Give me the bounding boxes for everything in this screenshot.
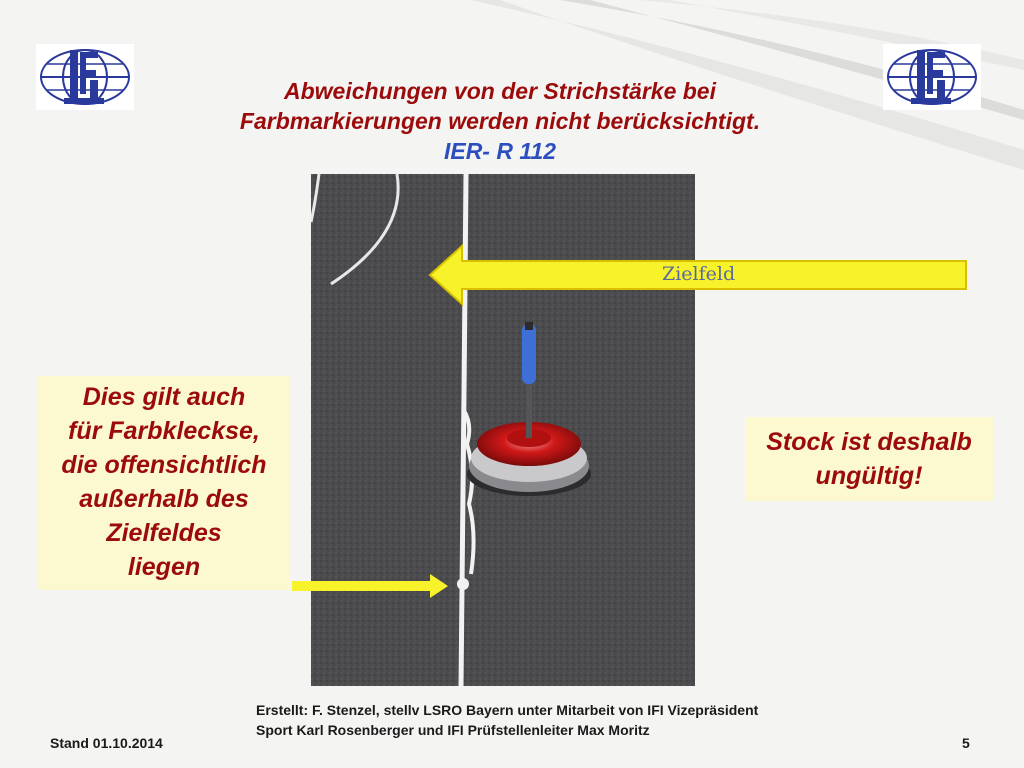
ifi-logo-left — [36, 44, 134, 110]
note-left-line: außerhalb des — [79, 485, 249, 513]
note-box-right — [745, 417, 993, 501]
ifi-logo-right — [883, 44, 981, 110]
date-stamp: Stand 01.10.2014 — [50, 735, 163, 751]
paint-blob-arrow — [290, 572, 450, 600]
note-right-line: ungültig! — [815, 462, 923, 490]
note-left-line: für Farbkleckse, — [68, 417, 260, 445]
ifi-globe-logo-icon — [36, 44, 134, 110]
note-left-line: liegen — [127, 553, 201, 581]
author-credit — [256, 700, 896, 740]
page-number: 5 — [962, 735, 970, 751]
title-line-1: Abweichungen von der Strichstärke bei — [284, 78, 716, 104]
credit-line-1: Erstellt: F. Stenzel, stellv LSRO Bayern unter Mitarbeit von IFI Vizepräsident — [256, 702, 759, 718]
note-left-line: die offensichtlich — [61, 451, 267, 479]
note-right-line: Stock ist deshalb — [766, 428, 972, 456]
rule-reference: IER- R 112 — [443, 138, 557, 164]
zielfeld-label: Zielfeld — [662, 263, 736, 285]
title-line-2: Farbmarkierungen werden nicht berücksichtigt. — [239, 108, 761, 134]
note-box-left — [38, 376, 290, 590]
note-left-line: Zielfeldes — [106, 519, 222, 547]
ifi-globe-logo-icon — [883, 44, 981, 110]
credit-line-2: Sport Karl Rosenberger und IFI Prüfstellenleiter Max Moritz — [256, 722, 650, 738]
note-left-line: Dies gilt auch — [82, 383, 246, 411]
slide-title — [150, 76, 850, 166]
